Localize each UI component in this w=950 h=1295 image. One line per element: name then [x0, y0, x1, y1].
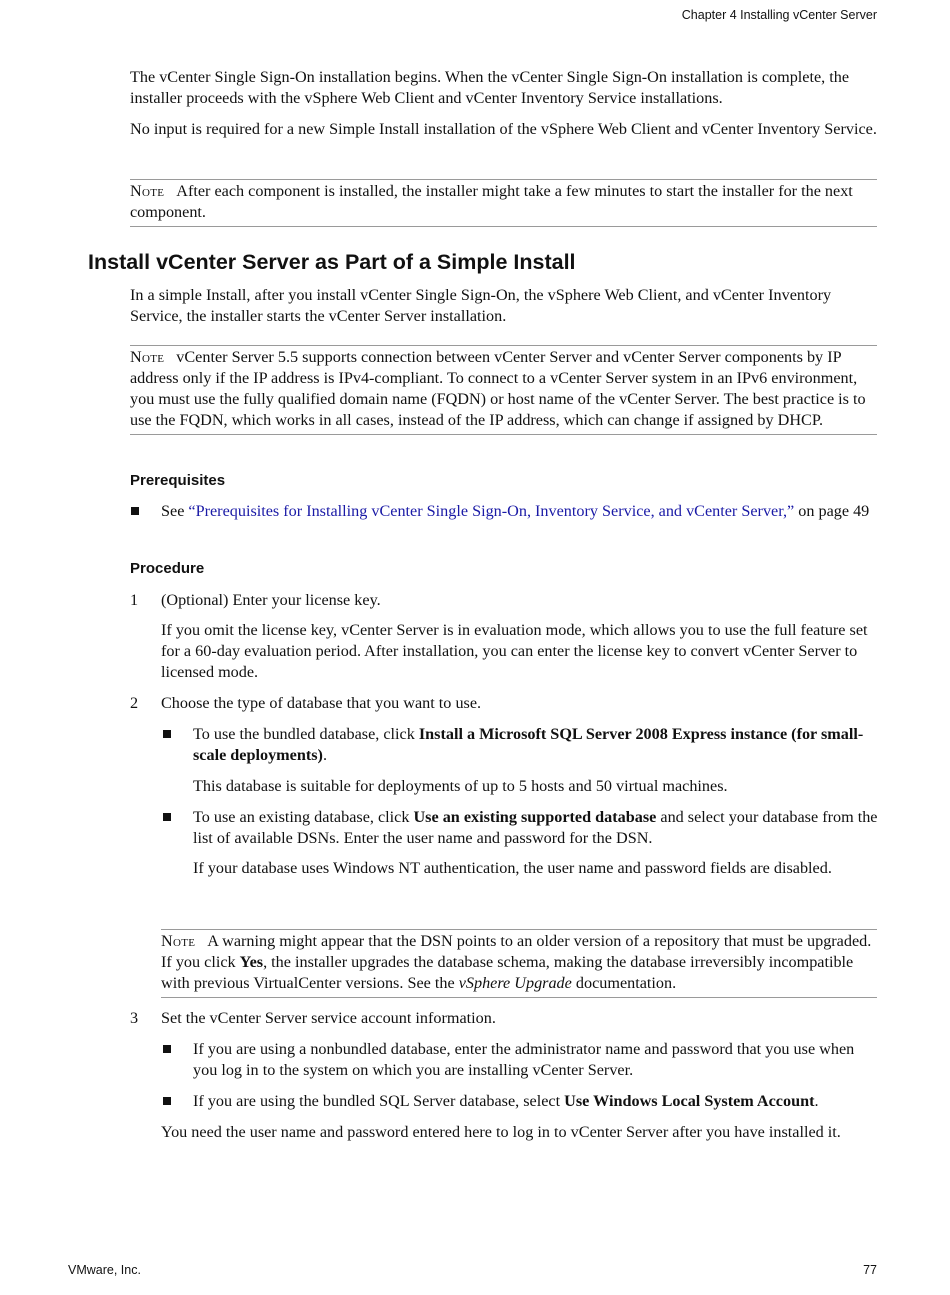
note-text: A warning might appear that the DSN points to an older version of a repository that must be upgraded. If you click: [161, 932, 872, 971]
prerequisites-heading: Prerequisites: [130, 472, 226, 489]
step-2-option-bundled-detail: This database is suitable for deployments of up to 5 hosts and 50 virtual machines.: [193, 777, 728, 795]
step-2-option-bundled: [193, 724, 879, 766]
step-1-detail: If you omit the license key, vCenter Server is in evaluation mode, which allows you to use the full feature set for a 60-day evaluation period. After installation, you can enter the license key to convert vCenter Server to licensed mode.: [161, 621, 868, 681]
note-label: Note: [130, 348, 165, 366]
option-text: To use the bundled database, click: [193, 725, 415, 743]
option-text: To use an existing database, click: [193, 808, 410, 826]
intro-paragraph-1: The vCenter Single Sign-On installation begins. When the vCenter Single Sign-On installation is complete, the installer proceeds with the vSphere Web Client and vCenter Inventory Service installations.: [130, 68, 850, 107]
section-title: Install vCenter Server as Part of a Simple Install: [88, 250, 576, 274]
option-name: Use Windows Local System Account: [564, 1092, 815, 1110]
procedure-heading: Procedure: [130, 560, 205, 577]
bullet-icon: [163, 730, 171, 738]
option-punct: .: [814, 1092, 819, 1110]
running-header: Chapter 4 Installing vCenter Server: [681, 8, 877, 22]
step-number: 3: [130, 1009, 139, 1027]
note-text: vCenter Server 5.5 supports connection between vCenter Server and vCenter Server components by IP address only if the IP address is IPv4-compliant. To connect to a vCenter Server system in an IPv6 environment, you must use the fully qualified domain name (FQDN) or host name of the vCenter Server. The best practice is to use the FQDN, which works in all cases, instead of the IP address, which can change if assigned by DHCP.: [130, 348, 866, 429]
see-text: See: [161, 502, 185, 520]
step-1-text: (Optional) Enter your license key.: [161, 591, 381, 609]
option-name: Use an existing supported database: [413, 808, 657, 826]
note-bold: Yes: [239, 953, 264, 971]
step-number: 2: [130, 694, 139, 712]
step-2-option-existing-detail: If your database uses Windows NT authentication, the user name and password fields are disabled.: [193, 859, 832, 877]
doc-title: vSphere Upgrade: [458, 974, 572, 992]
step-3-option-bundled: [193, 1091, 879, 1112]
note-box-intro: [130, 179, 877, 227]
option-name: Install a Microsoft SQL Server 2008 Express instance (for small-scale deployments): [193, 725, 864, 764]
bullet-icon: [131, 507, 139, 515]
section-paragraph: In a simple Install, after you install vCenter Single Sign-On, the vSphere Web Client, and vCenter Inventory Service, the installer starts the vCenter Server installation.: [130, 286, 832, 325]
note-text-cont: , the installer upgrades the database schema, making the database irreversibly incompatible with previous VirtualCenter versions. See the: [161, 953, 854, 992]
bullet-icon: [163, 813, 171, 821]
bullet-icon: [163, 1097, 171, 1105]
option-text-cont: and select your database from the list of available DSNs. Enter the user name and password for the DSN.: [193, 808, 878, 847]
page-ref: on page 49: [798, 502, 870, 520]
step-3-text: Set the vCenter Server service account information.: [161, 1009, 496, 1027]
step-3-option-nonbundled: If you are using a nonbundled database, enter the administrator name and password that you use when you log in to the system on which you are installing vCenter Server.: [193, 1040, 855, 1079]
page-number: 77: [863, 1263, 877, 1277]
bullet-icon: [163, 1045, 171, 1053]
prerequisite-item: [161, 501, 879, 522]
step-2-text: Choose the type of database that you want to use.: [161, 694, 482, 712]
step-2-option-existing: [193, 807, 879, 849]
note-label: Note: [130, 182, 165, 200]
footer-company: VMware, Inc.: [68, 1263, 141, 1277]
note-text: After each component is installed, the installer might take a few minutes to start the installer for the next component.: [130, 182, 853, 221]
option-punct: .: [322, 746, 327, 764]
step-number: 1: [130, 591, 139, 609]
step-3-detail: You need the user name and password entered here to log in to vCenter Server after you have installed it.: [161, 1123, 841, 1141]
intro-paragraph-2: No input is required for a new Simple Install installation of the vSphere Web Client and vCenter Inventory Service.: [130, 120, 877, 138]
note-box-ipv6: [130, 345, 877, 435]
prerequisites-link[interactable]: “Prerequisites for Installing vCenter Single Sign-On, Inventory Service, and vCenter Server,”: [188, 502, 795, 520]
note-box-dsn: [161, 929, 877, 998]
option-text: If you are using the bundled SQL Server database, select: [193, 1092, 561, 1110]
note-label: Note: [161, 932, 196, 950]
note-text-end: documentation.: [575, 974, 677, 992]
